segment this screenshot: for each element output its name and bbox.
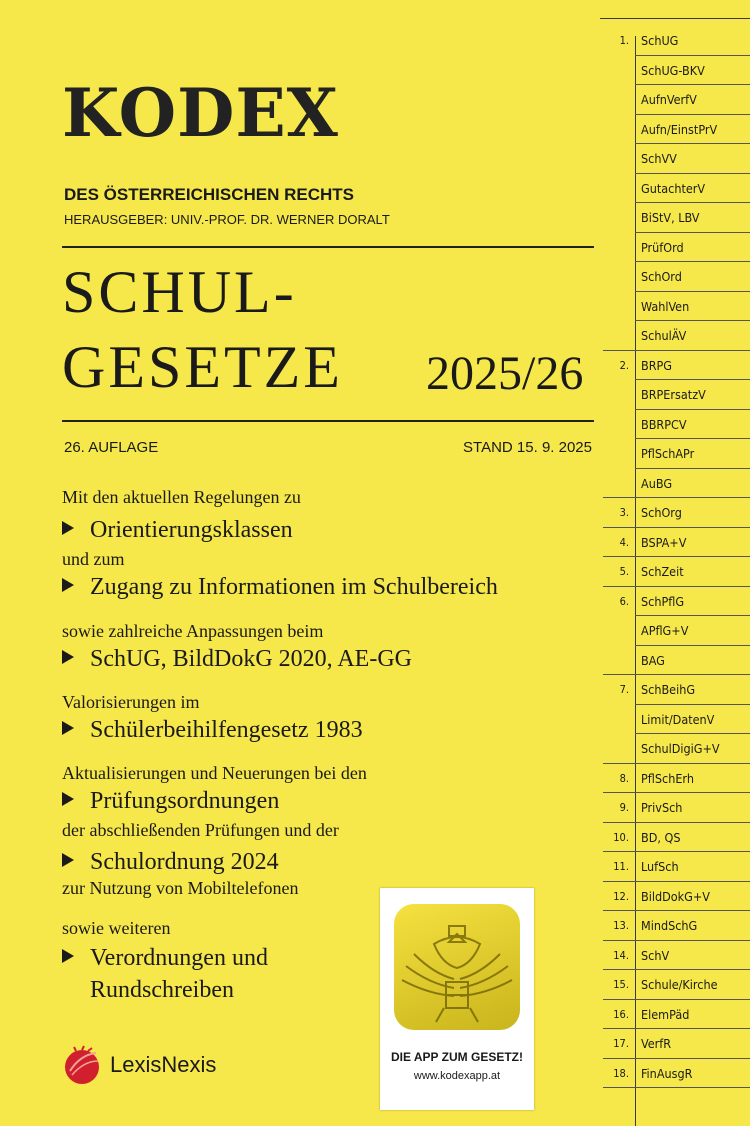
register-top-rule bbox=[600, 18, 750, 19]
series-title: KODEX bbox=[62, 74, 339, 152]
register-label: BAG bbox=[641, 652, 665, 668]
app-badge-text: DIE APP ZUM GESETZ! bbox=[390, 1050, 523, 1064]
register-tab[interactable] bbox=[597, 498, 750, 528]
register-label: SchUG bbox=[641, 33, 679, 48]
register-tab[interactable] bbox=[597, 262, 750, 292]
divider-top bbox=[62, 246, 594, 248]
register-label: SchVV bbox=[641, 151, 677, 166]
register-label: PrivSch bbox=[641, 800, 683, 815]
triangle-bullet-icon bbox=[62, 650, 74, 664]
triangle-bullet-icon bbox=[62, 578, 74, 592]
blurb-connector: sowie zahlreiche Anpassungen beim bbox=[62, 621, 324, 641]
register-label: VerfR bbox=[641, 1036, 672, 1051]
blurb-item-text: Orientierungsklassen bbox=[90, 517, 293, 543]
register-tab[interactable] bbox=[597, 528, 750, 558]
register-number: 15. bbox=[613, 978, 629, 991]
register-tab[interactable] bbox=[597, 115, 750, 145]
editor-line: HERAUSGEBER: UNIV.-PROF. DR. WERNER DORALT bbox=[64, 212, 390, 227]
blurb-item bbox=[62, 850, 279, 874]
blurb-connector: sowie weiteren bbox=[62, 918, 171, 938]
blurb-connector: zur Nutzung von Mobiltelefonen bbox=[62, 878, 299, 898]
register-label: BD, QS bbox=[641, 829, 681, 845]
register-label: FinAusgR bbox=[641, 1065, 693, 1081]
register-label: BBRPCV bbox=[641, 416, 687, 432]
blurb-connector: und zum bbox=[62, 549, 125, 569]
register-label: Limit/DatenV bbox=[641, 711, 715, 727]
register-number: 11. bbox=[613, 860, 629, 873]
register-label: LufSch bbox=[641, 859, 679, 874]
register-tab[interactable] bbox=[597, 439, 750, 469]
register-tab[interactable] bbox=[597, 469, 750, 499]
register-divider bbox=[603, 1087, 750, 1088]
register-number: 13. bbox=[613, 919, 629, 932]
register-number: 18. bbox=[613, 1066, 629, 1080]
register-label: PflSchErh bbox=[641, 770, 694, 786]
blurb-connector: Aktualisierungen und Neuerungen bei den bbox=[62, 763, 367, 783]
register-tab[interactable] bbox=[597, 144, 750, 174]
blurb-item-text: Schülerbeihilfengesetz 1983 bbox=[90, 717, 363, 743]
register-label: BRPG bbox=[641, 357, 673, 373]
blurb-connector: der abschließenden Prüfungen und der bbox=[62, 820, 339, 840]
register-tab[interactable] bbox=[597, 1000, 750, 1030]
triangle-bullet-icon bbox=[62, 949, 74, 963]
register-tab[interactable] bbox=[597, 321, 750, 351]
series-subtitle: DES ÖSTERREICHISCHEN RECHTS bbox=[64, 185, 354, 204]
register-label: WahlVen bbox=[641, 298, 690, 314]
blurb-intro: Mit den aktuellen Regelungen zu bbox=[62, 487, 301, 507]
register-label: SchPflG bbox=[641, 593, 685, 609]
blurb-item-continued: Rundschreiben bbox=[90, 977, 234, 1003]
register-number: 16. bbox=[613, 1007, 629, 1021]
blurb-item bbox=[62, 718, 363, 742]
register-tab[interactable] bbox=[597, 734, 750, 764]
register-label: Schule/Kirche bbox=[641, 977, 718, 992]
register-tab[interactable] bbox=[597, 764, 750, 794]
register-number: 17. bbox=[613, 1037, 629, 1050]
register-number: 6. bbox=[619, 594, 629, 608]
register-number: 10. bbox=[613, 830, 629, 844]
blurb-item bbox=[62, 946, 268, 970]
blurb-item bbox=[62, 647, 412, 671]
register-label: AuBG bbox=[641, 475, 673, 491]
blurb-item bbox=[62, 575, 498, 599]
register-label: SchUG-BKV bbox=[641, 62, 705, 78]
register-label: PrüfOrd bbox=[641, 239, 684, 255]
register-label: SchulÄV bbox=[641, 328, 687, 343]
register-label: SchBeihG bbox=[641, 682, 696, 697]
register-tab[interactable] bbox=[597, 705, 750, 735]
register-tab[interactable] bbox=[597, 85, 750, 115]
register-number: 8. bbox=[619, 771, 629, 785]
register-number: 4. bbox=[619, 535, 629, 549]
register-label: SchOrd bbox=[641, 269, 682, 284]
register-label: BildDokG+V bbox=[641, 888, 710, 904]
book-title-line1: SCHUL- bbox=[62, 259, 297, 325]
register-tab[interactable] bbox=[597, 557, 750, 587]
register-tab[interactable] bbox=[597, 882, 750, 912]
register-number: 12. bbox=[613, 889, 629, 903]
register-tab[interactable] bbox=[597, 587, 750, 617]
register-tabs bbox=[597, 18, 750, 1126]
stand-date: STAND 15. 9. 2025 bbox=[463, 439, 592, 456]
register-label: SchOrg bbox=[641, 505, 682, 520]
register-tab[interactable] bbox=[597, 203, 750, 233]
register-label: BRPErsatzV bbox=[641, 387, 706, 402]
register-number: 2. bbox=[619, 358, 629, 372]
triangle-bullet-icon bbox=[62, 521, 74, 535]
register-label: Aufn/EinstPrV bbox=[641, 121, 718, 137]
blurb-item-text: Zugang zu Informationen im Schulbereich bbox=[90, 574, 498, 600]
app-badge[interactable] bbox=[380, 888, 534, 1110]
register-tab[interactable] bbox=[597, 174, 750, 204]
register-number: 14. bbox=[613, 948, 629, 962]
blurb-item-text: SchUG, BildDokG 2020, AE-GG bbox=[90, 646, 412, 672]
register-tab[interactable] bbox=[597, 1059, 750, 1089]
lexisnexis-logo-icon bbox=[62, 1045, 102, 1085]
register-tab[interactable] bbox=[597, 911, 750, 941]
register-tab[interactable] bbox=[597, 26, 750, 56]
register-label: BSPA+V bbox=[641, 534, 687, 550]
register-tab[interactable] bbox=[597, 823, 750, 853]
register-tab[interactable] bbox=[597, 970, 750, 1000]
register-tab[interactable] bbox=[597, 852, 750, 882]
book-year: 2025/26 bbox=[426, 347, 584, 400]
blurb-item-text: Prüfungsordnungen bbox=[90, 788, 280, 814]
register-number: 5. bbox=[619, 565, 629, 578]
register-tab[interactable] bbox=[597, 646, 750, 676]
app-badge-url[interactable]: www.kodexapp.at bbox=[413, 1070, 501, 1082]
blurb-item bbox=[62, 789, 279, 813]
register-tab[interactable] bbox=[597, 410, 750, 440]
register-tab[interactable] bbox=[597, 793, 750, 823]
triangle-bullet-icon bbox=[62, 721, 74, 735]
register-label: MindSchG bbox=[641, 918, 698, 933]
publisher-name: LexisNexis bbox=[110, 1052, 217, 1077]
register-label: PflSchAPr bbox=[641, 446, 695, 461]
register-label: BiStV, LBV bbox=[641, 210, 700, 225]
register-label: SchZeit bbox=[641, 564, 684, 579]
triangle-bullet-icon bbox=[62, 792, 74, 806]
register-tab[interactable] bbox=[597, 616, 750, 646]
register-tab[interactable] bbox=[597, 941, 750, 971]
register-number: 3. bbox=[619, 506, 629, 519]
register-label: APflG+V bbox=[641, 623, 689, 638]
triangle-bullet-icon bbox=[62, 853, 74, 867]
register-number: 1. bbox=[619, 34, 629, 47]
divider-bottom bbox=[62, 420, 594, 422]
blurb-item-text: Verordnungen und bbox=[90, 945, 268, 971]
register-tab[interactable] bbox=[597, 380, 750, 410]
register-number: 9. bbox=[619, 801, 629, 814]
eagle-coat-of-arms-icon bbox=[394, 904, 520, 1030]
register-tab[interactable] bbox=[597, 292, 750, 322]
register-label: GutachterV bbox=[641, 180, 706, 196]
register-tab[interactable] bbox=[597, 233, 750, 263]
blurb-item bbox=[62, 518, 293, 542]
register-tab[interactable] bbox=[597, 1029, 750, 1059]
register-label: AufnVerfV bbox=[641, 92, 697, 107]
register-number: 7. bbox=[619, 683, 629, 696]
book-title-line2: GESETZE bbox=[62, 334, 343, 400]
edition-label: 26. AUFLAGE bbox=[64, 439, 159, 456]
register-label: ElemPäd bbox=[641, 1006, 690, 1022]
blurb-item-text: Schulordnung 2024 bbox=[90, 849, 279, 875]
blurb-connector: Valorisierungen im bbox=[62, 692, 200, 712]
register-tab[interactable] bbox=[597, 351, 750, 381]
register-label: SchulDigiG+V bbox=[641, 741, 720, 756]
register-tab[interactable] bbox=[597, 675, 750, 705]
register-tab[interactable] bbox=[597, 56, 750, 86]
register-label: SchV bbox=[641, 947, 670, 963]
